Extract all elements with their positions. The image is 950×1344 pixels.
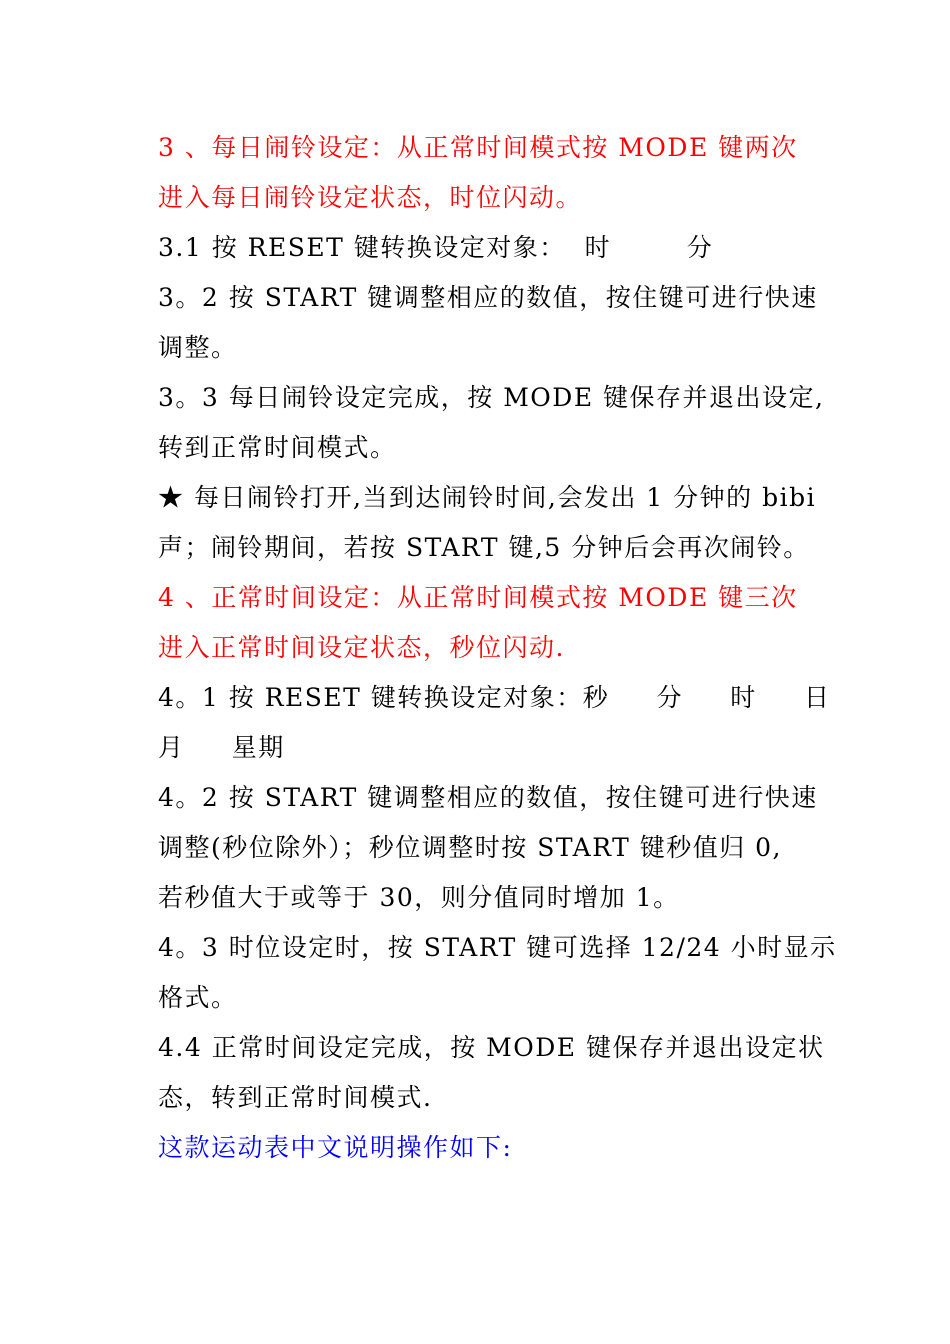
step-4-4-line-2: 态，转到正常时间模式. <box>158 1083 433 1112</box>
step-3-2-line-1: 3。2 按 START 键调整相应的数值，按住键可进行快速 <box>158 283 818 312</box>
section-3-heading-line-2: 进入每日闹铃设定状态，时位闪动。 <box>158 183 583 212</box>
step-3-2-line-2: 调整。 <box>158 333 238 362</box>
alarm-note-line-1: ★ 每日闹铃打开,当到达闹铃时间,会发出 1 分钟的 bibi <box>158 483 817 512</box>
step-3-1: 3.1 按 RESET 键转换设定对象： 时 分 <box>158 233 714 262</box>
blue-closing-heading: 这款运动表中文说明操作如下: <box>158 1133 513 1162</box>
section-3-heading-line-1: 3 、每日闹铃设定：从正常时间模式按 MODE 键两次 <box>158 133 798 162</box>
step-4-3-line-1: 4。3 时位设定时，按 START 键可选择 12/24 小时显示 <box>158 933 837 962</box>
step-3-3-line-2: 转到正常时间模式。 <box>158 433 397 462</box>
step-4-3-line-2: 格式。 <box>158 983 238 1012</box>
alarm-note-line-2: 声；闹铃期间，若按 START 键,5 分钟后会再次闹铃。 <box>158 533 810 562</box>
step-3-3-line-1: 3。3 每日闹铃设定完成，按 MODE 键保存并退出设定, <box>158 383 825 412</box>
step-4-4-line-1: 4.4 正常时间设定完成，按 MODE 键保存并退出设定状 <box>158 1033 825 1062</box>
section-4-heading-line-1: 4 、正常时间设定：从正常时间模式按 MODE 键三次 <box>158 583 798 612</box>
step-4-2-line-2: 调整(秒位除外）；秒位调整时按 START 键秒值归 0, <box>158 833 782 862</box>
step-4-1-line-1: 4。1 按 RESET 键转换设定对象：秒 分 时 日 <box>158 683 831 712</box>
section-4-heading-line-2: 进入正常时间设定状态，秒位闪动. <box>158 633 565 662</box>
step-4-2-line-3: 若秒值大于或等于 30，则分值同时增加 1。 <box>158 883 680 912</box>
step-4-1-line-2: 月 星期 <box>158 733 285 762</box>
step-4-2-line-1: 4。2 按 START 键调整相应的数值，按住键可进行快速 <box>158 783 818 812</box>
